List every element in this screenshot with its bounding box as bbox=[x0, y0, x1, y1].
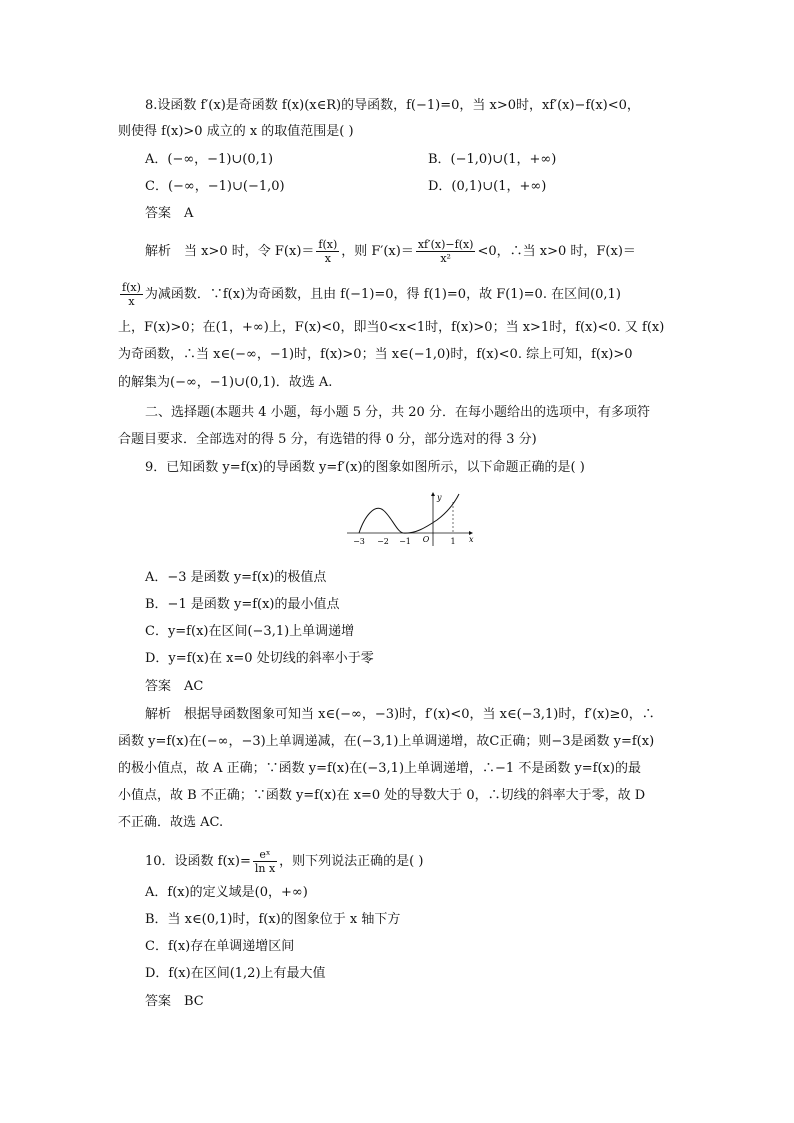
q9-stem: 9．已知函数 y=f(x)的导函数 y=f′(x)的图象如图所示，以下命题正确的是( ) bbox=[145, 460, 585, 475]
fraction-numerator: f(x) bbox=[318, 238, 338, 251]
fraction-numerator: f(x) bbox=[122, 281, 141, 294]
q8-solution-text-a: 解析 当 x>0 时，令 F(x)＝ bbox=[145, 244, 315, 259]
fraction-denominator: x bbox=[324, 252, 331, 265]
fraction-numerator: xf′(x)−f(x) bbox=[417, 238, 474, 251]
q8-fraction-fx-over-x bbox=[316, 238, 339, 265]
q8-answer: 答案 A bbox=[145, 206, 194, 221]
q9-option-a: A．−3 是函数 y=f(x)的极值点 bbox=[145, 570, 327, 585]
q8-solution-line1 bbox=[145, 238, 636, 265]
y-axis-arrow bbox=[431, 492, 435, 496]
q8-option-d: D．(0,1)∪(1，+∞) bbox=[428, 179, 547, 194]
q9-solution-line1: 解析 根据导函数图象可知当 x∈(−∞，−3)时，f′(x)<0，当 x∈(−3,1)时，f′(x)≥0，∴ bbox=[145, 707, 655, 722]
q9-option-b: B．−1 是函数 y=f(x)的最小值点 bbox=[145, 597, 340, 612]
q10-fraction-ex-over-lnx bbox=[253, 848, 277, 875]
q9-answer: 答案 AC bbox=[145, 679, 204, 694]
tick-label-neg2: −2 bbox=[377, 537, 389, 546]
tick-label-1: 1 bbox=[450, 537, 456, 546]
q10-option-c: C．f(x)存在单调递增区间 bbox=[145, 939, 295, 954]
q9-option-c: C．y=f(x)在区间(−3,1)上单调递增 bbox=[145, 624, 355, 639]
q8-option-b: B．(−1,0)∪(1，+∞) bbox=[428, 152, 557, 167]
q8-stem-line1: 8.设函数 f′(x)是奇函数 f(x)(x∈R)的导函数，f(−1)=0，当 x>0时，xf′(x)−f(x)<0， bbox=[145, 98, 640, 113]
fraction-denominator: ln x bbox=[254, 862, 276, 875]
y-axis-label: y bbox=[437, 493, 442, 502]
q8-solution-line4: 为奇函数，∴当 x∈(−∞，−1)时，f(x)>0；当 x∈(−1,0)时，f(x)<0. 综上可知，f(x)>0 bbox=[118, 347, 633, 362]
q9-option-d: D．y=f(x)在 x=0 处切线的斜率小于零 bbox=[145, 651, 374, 666]
q8-fraction-fx-over-x-2 bbox=[120, 281, 143, 308]
fraction-denominator: x² bbox=[440, 252, 451, 265]
q8-option-a: A．(−∞，−1)∪(0,1) bbox=[145, 152, 274, 167]
q8-solution-text-c: <0，∴当 x>0 时，F(x)＝ bbox=[477, 244, 636, 259]
q10-stem-text-a: 10．设函数 f(x)= bbox=[145, 854, 251, 869]
q10-stem-text-b: ，则下列说法正确的是( ) bbox=[279, 854, 424, 869]
q10-stem bbox=[145, 848, 423, 875]
tick-label-neg3: −3 bbox=[353, 537, 365, 546]
tick-label-neg1: −1 bbox=[399, 537, 411, 546]
x-axis-label: x bbox=[469, 535, 474, 544]
q10-answer: 答案 BC bbox=[145, 994, 204, 1009]
q10-option-a: A．f(x)的定义域是(0，+∞) bbox=[145, 885, 308, 900]
q8-solution-line3: 上，F(x)>0；在(1，+∞)上，F(x)<0，即当0<x<1时，f(x)>0；当 x>1时，f(x)<0. 又 f(x) bbox=[118, 320, 665, 335]
q8-option-c: C．(−∞，−1)∪(−1,0) bbox=[145, 179, 285, 194]
q8-solution-text-b: ，则 F′(x)＝ bbox=[341, 244, 414, 259]
q9-solution-line4: 小值点，故 B 不正确；∵函数 y=f(x)在 x=0 处的导数大于 0，∴切线的斜率大于零，故 D bbox=[118, 788, 646, 803]
origin-label: O bbox=[422, 535, 430, 544]
section2-heading-line1: 二、选择题(本题共 4 小题，每小题 5 分，共 20 分．在每小题给出的选项中，有多项符 bbox=[145, 405, 650, 420]
q8-stem-line2: 则使得 f(x)>0 成立的 x 的取值范围是( ) bbox=[118, 124, 354, 139]
q9-solution-line2: 函数 y=f(x)在(−∞，−3)上单调递减，在(−3,1)上单调递增，故C正确；则−3是函数 y=f(x) bbox=[118, 734, 655, 749]
q10-option-b: B．当 x∈(0,1)时，f(x)的图象位于 x 轴下方 bbox=[145, 912, 401, 927]
q9-derivative-graph bbox=[345, 490, 475, 548]
derivative-curve bbox=[359, 494, 459, 533]
q8-solution-text-d: 为减函数．∵f(x)为奇函数，且由 f(−1)=0，得 f(1)=0，故 F(1)=0. 在区间(0,1) bbox=[144, 287, 621, 302]
section2-heading-line2: 合题目要求．全部选对的得 5 分，有选错的得 0 分，部分选对的得 3 分) bbox=[118, 432, 537, 447]
q8-solution-line5: 的解集为(−∞，−1)∪(0,1)．故选 A. bbox=[118, 375, 333, 390]
fraction-denominator: x bbox=[128, 295, 135, 308]
q9-solution-line5: 不正确．故选 AC. bbox=[118, 815, 224, 830]
q8-fraction-derivative bbox=[416, 238, 476, 265]
q10-option-d: D．f(x)在区间(1,2)上有最大值 bbox=[145, 966, 326, 981]
q9-solution-line3: 的极小值点，故 A 正确；∵函数 y=f(x)在(−3,1)上单调递增，∴−1 不是函数 y=f(x)的最 bbox=[118, 761, 641, 776]
q8-solution-line2 bbox=[118, 281, 621, 308]
fraction-numerator: eˣ bbox=[253, 848, 277, 862]
